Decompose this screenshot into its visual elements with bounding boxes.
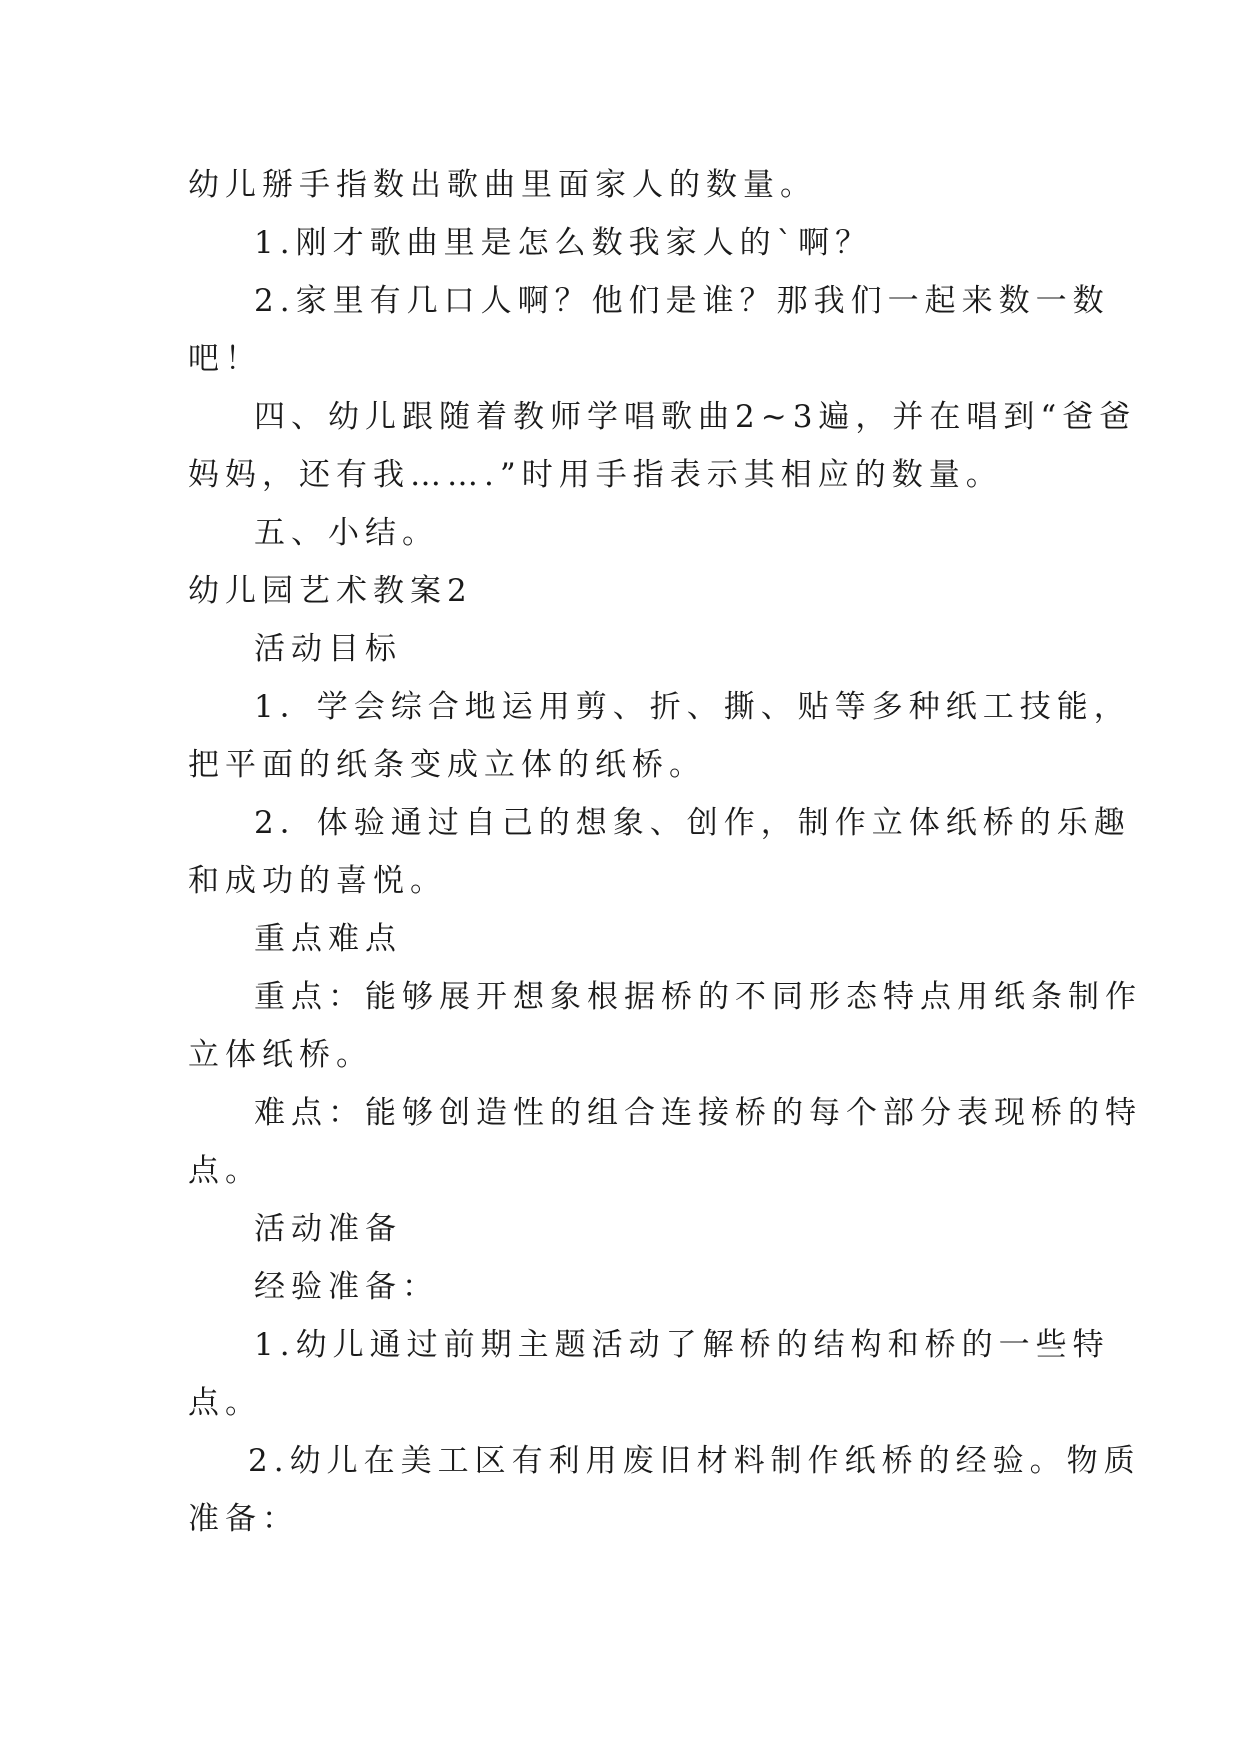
paragraph-line: 四、幼儿跟随着教师学唱歌曲2~3遍，并在唱到“爸爸 [254,399,1137,435]
paragraph-line: 2.幼儿在美工区有利用废旧材料制作纸桥的经验。物质 [248,1443,1141,1479]
paragraph-line: 2.家里有几口人啊？他们是谁？那我们一起来数一数 [254,283,1110,319]
paragraph-line: 经验准备： [254,1269,439,1305]
paragraph-line: 1.刚才歌曲里是怎么数我家人的`啊？ [254,225,873,261]
paragraph-line: 幼儿掰手指数出歌曲里面家人的数量。 [188,167,817,203]
subsection-heading: 活动准备 [254,1211,402,1247]
paragraph-line: 1.幼儿通过前期主题活动了解桥的结构和桥的一些特 [254,1327,1110,1363]
paragraph-line: 吧！ [188,341,262,377]
subsection-heading: 重点难点 [254,921,402,957]
paragraph-line: 妈妈，还有我…….”时用手指表示其相应的数量。 [188,457,1003,493]
paragraph-line: 2．体验通过自己的想象、创作，制作立体纸桥的乐趣 [254,805,1131,841]
paragraph-line: 1．学会综合地运用剪、折、撕、贴等多种纸工技能， [254,689,1131,725]
paragraph-line: 五、小结。 [254,515,439,551]
paragraph-line: 把平面的纸条变成立体的纸桥。 [188,747,706,783]
paragraph-line: 立体纸桥。 [188,1037,373,1073]
paragraph-line: 难点：能够创造性的组合连接桥的每个部分表现桥的特 [254,1095,1142,1131]
paragraph-line: 点。 [188,1385,262,1421]
paragraph-line: 点。 [188,1153,262,1189]
subsection-heading: 活动目标 [254,631,402,667]
section-heading: 幼儿园艺术教案2 [188,573,473,609]
paragraph-line: 重点：能够展开想象根据桥的不同形态特点用纸条制作 [254,979,1142,1015]
paragraph-line: 准备： [188,1501,299,1537]
paragraph-line: 和成功的喜悦。 [188,863,447,899]
